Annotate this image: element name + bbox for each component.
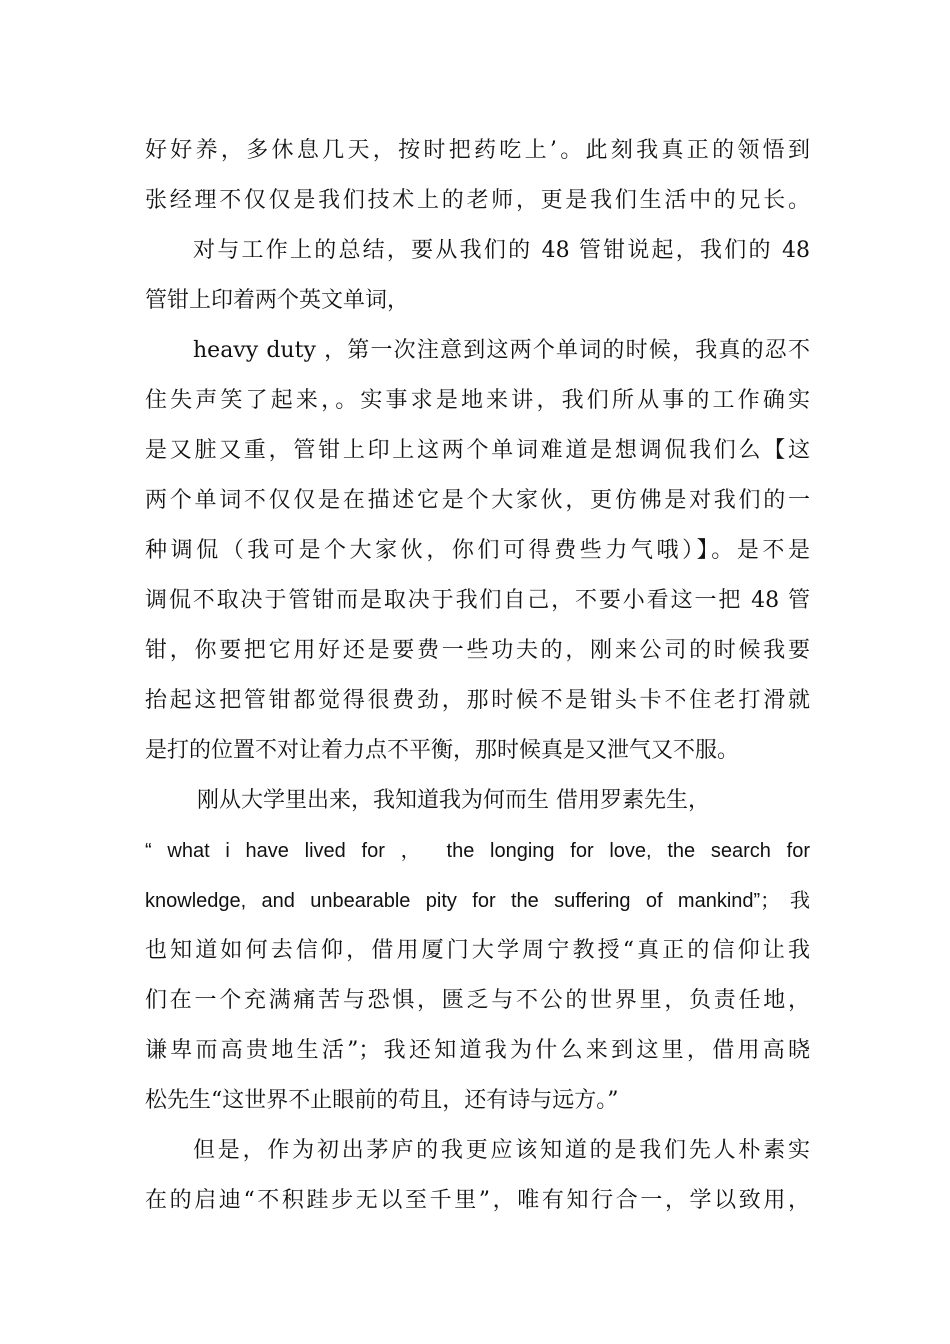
text-line: 钳，你要把它用好还是要费一些功夫的，刚来公司的时候我要 (145, 638, 810, 663)
text-line: 两个单词不仅仅是在描述它是个大家伙，更仿佛是对我们的一 (145, 488, 810, 513)
text-line: 是打的位置不对让着力点不平衡，那时候真是又泄气又不服。 (145, 738, 740, 763)
text-line: 但是，作为初出茅庐的我更应该知道的是我们先人朴素实 (193, 1138, 810, 1163)
text-line: 谦卑而高贵地生活”；我还知道我为什么来到这里，借用高晓 (145, 1038, 810, 1063)
text-line: 也知道如何去信仰，借用厦门大学周宁教授“真正的信仰让我 (145, 938, 810, 963)
text-line: 种调侃（我可是个大家伙，你们可得费些力气哦）】。是不是 (145, 538, 810, 563)
text-line: knowledge, and unbearable pity for the suffering of mankind”；我 (145, 890, 810, 912)
text-line: 好好养，多休息几天，按时把药吃上’。此刻我真正的领悟到 (145, 138, 810, 163)
text-line: 刚从大学里出来，我知道我为何而生 借用罗素先生， (197, 788, 710, 813)
text-line: “ what i have lived for ， the longing for love, the search for (145, 840, 810, 862)
text-line: 们在一个充满痛苦与恐惧，匮乏与不公的世界里，负责任地， (145, 988, 810, 1013)
text-line: 住失声笑了起来，。实事求是地来讲，我们所从事的工作确实 (145, 388, 810, 413)
text-line: 在的启迪“不积跬步无以至千里”，唯有知行合一，学以致用， (145, 1188, 810, 1213)
text-line: 管钳上印着两个英文单词， (145, 288, 410, 313)
text-line: heavy duty ，第一次注意到这两个单词的时候，我真的忍不 (193, 338, 810, 363)
text-line: 张经理不仅仅是我们技术上的老师，更是我们生活中的兄长。 (145, 188, 810, 213)
text-line: 松先生“这世界不止眼前的苟且，还有诗与远方。” (145, 1088, 619, 1113)
text-line: 抬起这把管钳都觉得很费劲，那时候不是钳头卡不住老打滑就 (145, 688, 810, 713)
text-line: 是又脏又重，管钳上印上这两个单词难道是想调侃我们么【这 (145, 438, 810, 463)
text-line: 对与工作上的总结，要从我们的 48 管钳说起，我们的 48 (193, 238, 810, 263)
text-line: 调侃不取决于管钳而是取决于我们自己，不要小看这一把 48 管 (145, 588, 810, 613)
